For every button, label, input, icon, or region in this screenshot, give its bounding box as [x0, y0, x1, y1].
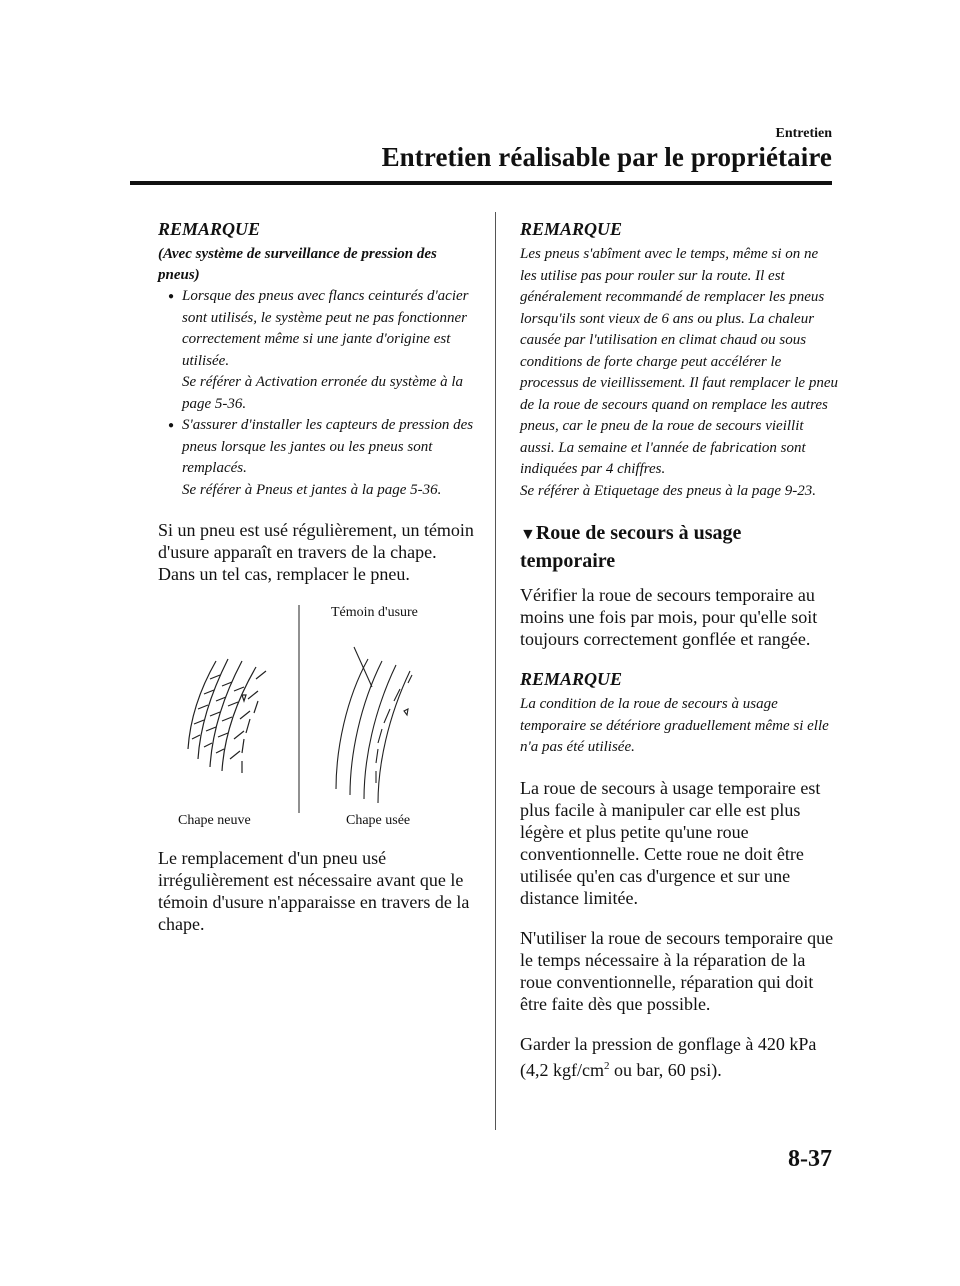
list-item — [158, 415, 476, 501]
note-text: Les pneus s'abîment avec le temps, même si on ne les utilise pas pour rouler sur la route. Il est généralement recommandé de remplacer les pneus lorsqu'ils sont vieux de 6 ans ou plus. La chaleur causée par l'utilisation en climat chaud ou sous conditions de forte charge peut accélérer le processus de vieillissement. Il faut remplacer le pneu de la roue de secours quand on remplace les autres pneus, car le pneu de la roue de secours vieillit aussi. La semaine et l'année de fabrication sont indiquées par 4 chiffres. — [520, 246, 838, 477]
bullet-reference: Se référer à Pneus et jantes à la page 5-36. — [182, 481, 442, 498]
bullet-text: Lorsque des pneus avec flancs ceinturés d'acier sont utilisés, le système peut ne pas fonctionner correctement même si une jante d'origine est utilisée. — [182, 288, 469, 369]
bullet-text: S'assurer d'installer les capteurs de pression des pneus lorsque les jantes ou les pneus sont remplacés. — [182, 417, 474, 476]
worn-tread-pattern — [336, 647, 412, 803]
note-tpms — [158, 218, 476, 501]
column-divider — [495, 212, 496, 1130]
label-wear-indicator: Témoin d'usure — [331, 605, 418, 620]
bullet-reference: Se référer à Activation erronée du système à la page 5-36. — [182, 374, 464, 412]
page-title: Entretien réalisable par le propriétaire — [381, 142, 832, 172]
note-reference: Se référer à Etiquetage des pneus à la page 9-23. — [520, 482, 817, 499]
paragraph-spare-description: La roue de secours à usage temporaire est plus facile à manipuler car elle est plus légère et plus petite qu'une roue conventionnelle. Cette roue ne doit être utilisée qu'en cas d'urgence et sur une distance limitée. — [520, 777, 821, 908]
header-rule — [130, 181, 832, 185]
page-number: 8-37 — [788, 1146, 832, 1172]
bullet-icon: ● — [168, 420, 175, 431]
paragraph-spare-usage: N'utiliser la roue de secours temporaire que le temps nécessaire à la réparation de la roue conventionnelle, réparation qui doit être faite dès que possible. — [520, 927, 834, 1014]
paragraph-pressure — [520, 1033, 838, 1081]
note-subheading: (Avec système de surveillance de pression des pneus) — [158, 246, 437, 283]
header-section: Entretien — [775, 126, 832, 141]
section-title: Roue de secours à usage temporaire — [520, 522, 742, 572]
label-new-tread: Chape neuve — [178, 813, 251, 828]
note-tire-aging — [520, 218, 838, 502]
bullet-icon: ● — [168, 291, 175, 302]
pressure-text: Garder la pression de gonflage à 420 kPa (4,2 kgf/cm — [520, 1033, 817, 1080]
left-column — [158, 218, 476, 935]
paragraph-wear-indicator: Si un pneu est usé régulièrement, un témoin d'usure apparaît en travers de la chape. — [158, 520, 474, 562]
triangle-down-icon: ▼ — [520, 526, 536, 543]
note-bullets — [158, 286, 476, 501]
new-tread-pattern — [188, 659, 266, 773]
list-item — [158, 286, 476, 415]
note-heading: REMARQUE — [158, 219, 261, 239]
right-column — [520, 218, 838, 1081]
tread-wear-figure — [158, 599, 476, 837]
section-heading — [520, 520, 838, 574]
paragraph-check-spare: Vérifier la roue de secours temporaire au moins une fois par mois, pour qu'elle soit toujours correctement gonflée et rangée. — [520, 585, 818, 649]
note-spare-condition — [520, 668, 838, 759]
note-text: La condition de la roue de secours à usage temporaire se détériore graduellement même si elle n'a pas été utilisée. — [520, 696, 829, 755]
pressure-text-end: ou bar, 60 psi). — [609, 1059, 722, 1080]
note-heading: REMARQUE — [520, 219, 623, 239]
paragraph-replace: Dans un tel cas, remplacer le pneu. — [158, 564, 410, 584]
tread-illustration — [158, 599, 476, 837]
note-heading: REMARQUE — [520, 669, 623, 689]
label-worn-tread: Chape usée — [346, 813, 411, 828]
paragraph-irregular-wear: Le remplacement d'un pneu usé irrégulièrement est nécessaire avant que le témoin d'usure n'apparaisse en travers de la chape. — [158, 848, 470, 934]
superscript: 2 — [603, 1059, 610, 1072]
